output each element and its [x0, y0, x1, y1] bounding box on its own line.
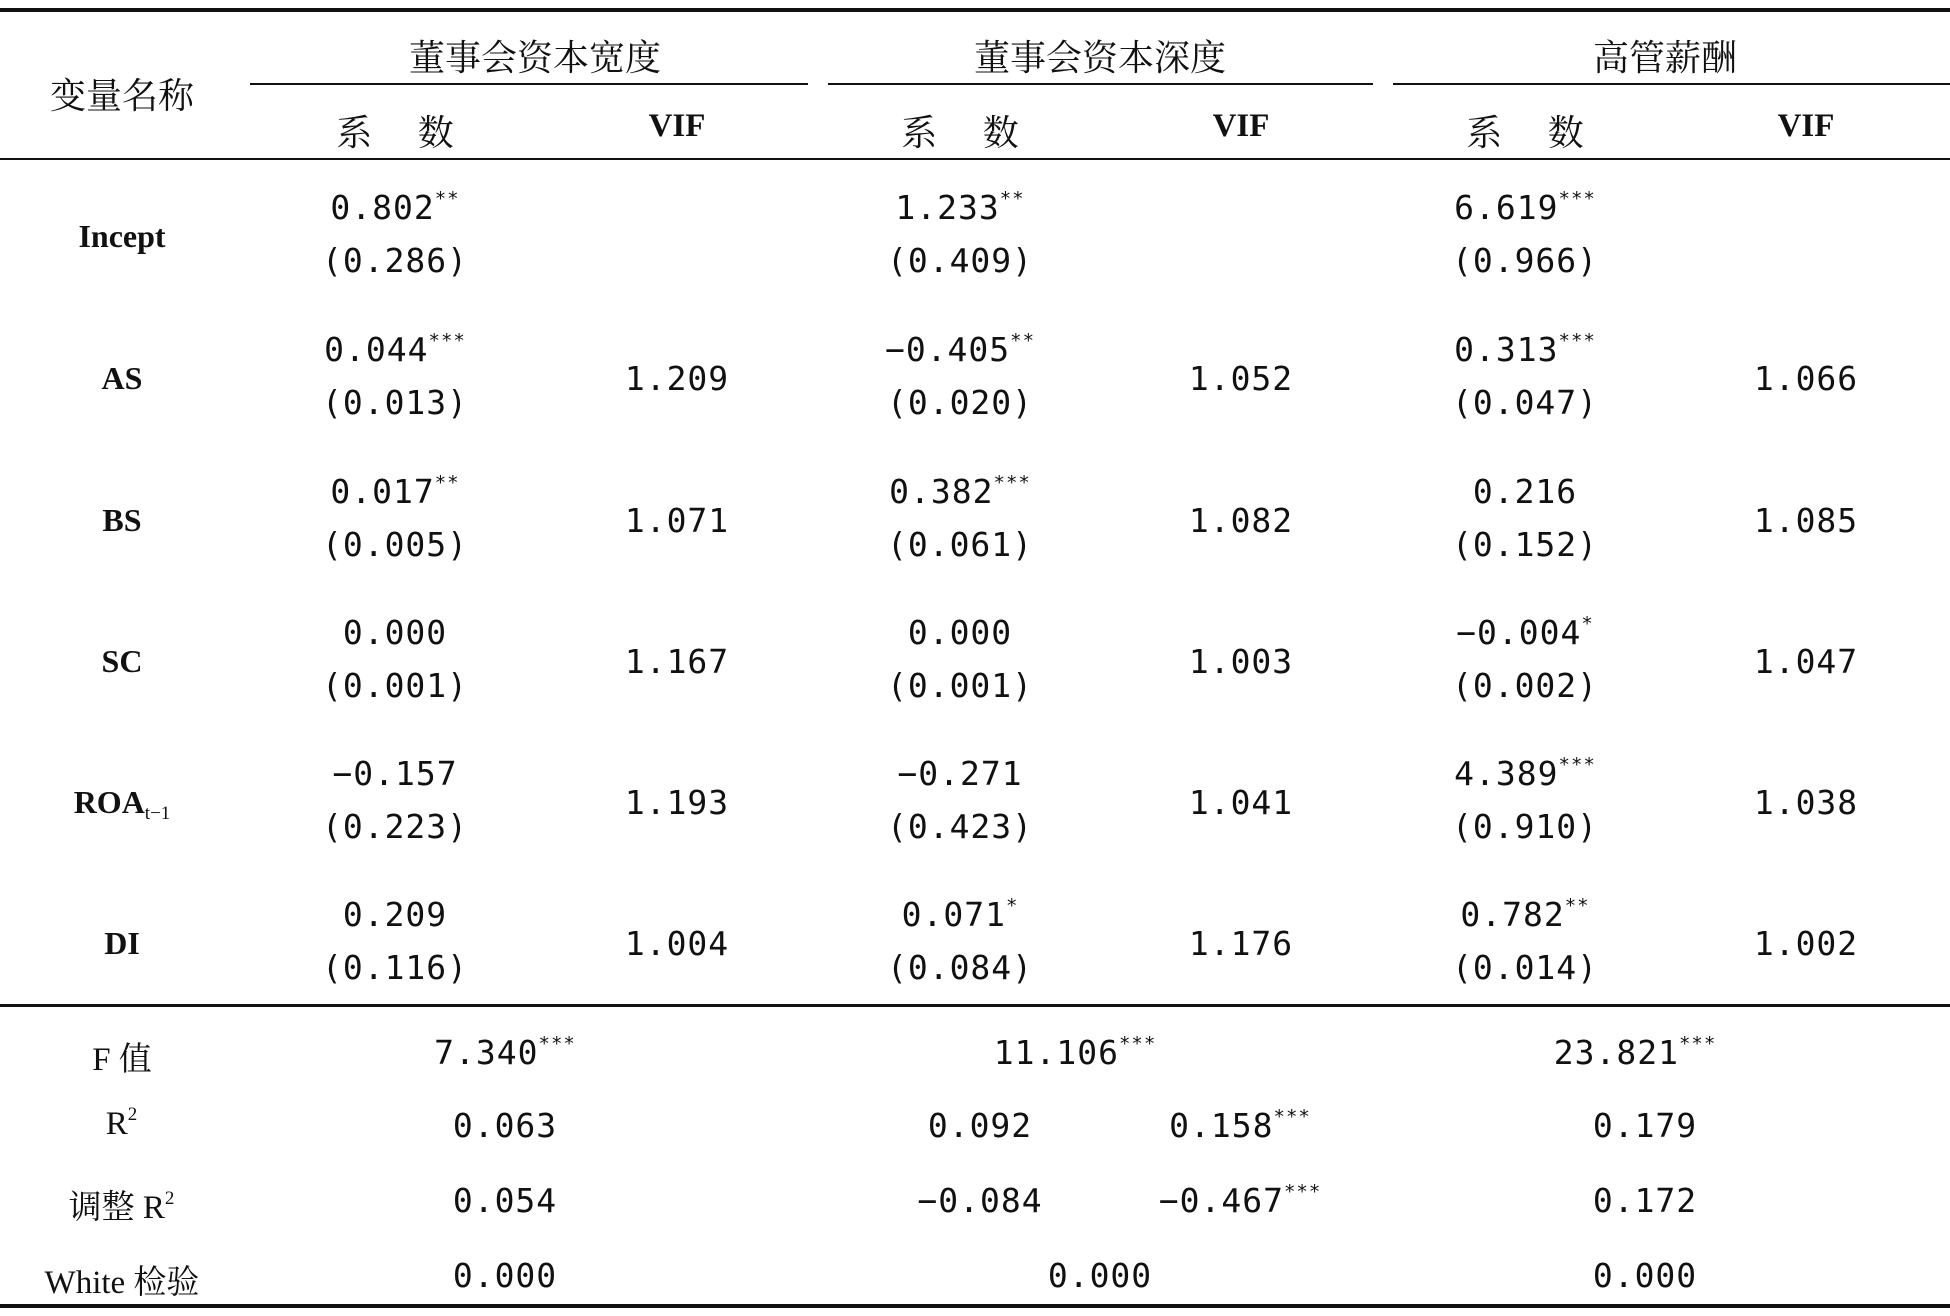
standard-error: (0.910): [1451, 807, 1599, 846]
coefficient: [1454, 754, 1596, 793]
vif-value: 1.002: [1753, 924, 1859, 963]
significance-stars: ***: [1273, 1106, 1311, 1128]
group-header-board-depth: 董事会资本深度: [973, 38, 1227, 79]
significance-stars: **: [1010, 330, 1036, 352]
coefficient: [1460, 895, 1589, 934]
coefficient: [1454, 188, 1596, 227]
group-underline-1: [250, 83, 808, 85]
variable-name: [102, 502, 141, 539]
value-text: 6.619: [1454, 188, 1559, 227]
vif-value: 1.041: [1188, 783, 1294, 822]
value-text: 0.063: [452, 1106, 558, 1145]
stat-value: [1159, 1181, 1322, 1220]
significance-stars: ***: [993, 472, 1031, 494]
variable-name: [102, 360, 143, 397]
coefficient: [330, 472, 459, 511]
group-underline-2: [828, 83, 1373, 85]
significance-stars: ***: [1118, 1033, 1157, 1055]
coefficient: [1456, 613, 1594, 652]
standard-error: (0.966): [1451, 241, 1599, 280]
vif-value: 1.052: [1188, 359, 1294, 398]
variable-name: [104, 925, 140, 962]
value-text: 4.389: [1454, 754, 1559, 793]
standard-error: (0.002): [1451, 666, 1599, 705]
stat-value: [453, 1181, 557, 1220]
group-header-board-breadth: 董事会资本宽度: [408, 38, 662, 79]
variable-label: AS: [101, 360, 143, 396]
coefficient: [332, 754, 457, 793]
coefficient: [330, 188, 459, 227]
coef-header: 系 数: [336, 113, 454, 154]
stat-value: [1554, 1033, 1717, 1072]
vif-value: 1.071: [624, 501, 730, 540]
stat-value: [453, 1256, 557, 1295]
variable-name: [73, 784, 171, 824]
coefficient: [1454, 330, 1596, 369]
body-rule: [0, 1004, 1950, 1007]
coefficient: [1473, 472, 1577, 511]
stat-value: [1593, 1181, 1697, 1220]
variable-name: [102, 643, 143, 680]
variable-label: ROA: [73, 784, 145, 820]
significance-stars: **: [1564, 895, 1590, 917]
value-text: 0.000: [342, 613, 448, 652]
standard-error: (0.005): [321, 525, 469, 564]
stat-label-superscript: 2: [127, 1104, 139, 1125]
standard-error: (0.061): [886, 525, 1034, 564]
variable-name-header: 变量名称: [49, 76, 195, 117]
value-text: 0.158: [1169, 1106, 1274, 1145]
stat-label: [69, 1181, 176, 1228]
vif-value: 1.167: [624, 642, 730, 681]
stat-value: [434, 1033, 576, 1072]
variable-label: DI: [104, 925, 140, 961]
vif-value: 1.176: [1188, 924, 1294, 963]
stat-label-text: F 值: [92, 1042, 152, 1078]
value-text: 1.233: [895, 188, 1000, 227]
vif-value: 1.066: [1753, 359, 1859, 398]
stat-label-text: R: [105, 1106, 128, 1142]
significance-stars: ***: [1558, 188, 1596, 210]
value-text: −0.004: [1456, 613, 1582, 652]
value-text: −0.157: [332, 754, 458, 793]
coefficient: [895, 188, 1024, 227]
stat-label: [92, 1033, 152, 1080]
standard-error: (0.014): [1451, 948, 1599, 987]
standard-error: (0.116): [321, 948, 469, 987]
coefficient: [908, 613, 1012, 652]
standard-error: (0.152): [1451, 525, 1599, 564]
value-text: 0.216: [1472, 472, 1578, 511]
coefficient: [897, 754, 1022, 793]
value-text: 0.313: [1454, 330, 1559, 369]
value-text: 0.071: [901, 895, 1006, 934]
stat-label-text: White 检验: [44, 1265, 200, 1301]
stat-value: [1048, 1256, 1152, 1295]
value-text: 0.000: [452, 1256, 558, 1295]
value-text: 0.209: [342, 895, 448, 934]
stat-label-superscript: 2: [164, 1188, 176, 1209]
stat-value: [928, 1106, 1032, 1145]
value-text: 0.382: [889, 472, 994, 511]
value-text: 0.000: [1592, 1256, 1698, 1295]
value-text: 0.179: [1592, 1106, 1698, 1145]
significance-stars: *: [1005, 895, 1019, 917]
significance-stars: ***: [1678, 1033, 1717, 1055]
standard-error: (0.286): [321, 241, 469, 280]
value-text: −0.405: [884, 330, 1011, 369]
vif-value: 1.193: [624, 783, 730, 822]
variable-label: Incept: [78, 218, 166, 254]
vif-value: 1.004: [624, 924, 730, 963]
value-text: 0.000: [907, 613, 1013, 652]
vif-value: 1.047: [1753, 642, 1859, 681]
group-underline-3: [1393, 83, 1950, 85]
vif-value: 1.003: [1188, 642, 1294, 681]
stat-label-text: 调整 R: [68, 1190, 165, 1226]
value-text: 11.106: [993, 1033, 1119, 1072]
standard-error: (0.001): [886, 666, 1034, 705]
significance-stars: *: [1581, 613, 1594, 635]
significance-stars: **: [434, 472, 460, 494]
stat-value: [1593, 1256, 1697, 1295]
stat-value: [917, 1181, 1042, 1220]
value-text: 0.802: [330, 188, 435, 227]
value-text: 0.000: [1047, 1256, 1153, 1295]
variable-label: BS: [102, 502, 142, 538]
stat-label: [106, 1106, 139, 1143]
significance-stars: ***: [538, 1033, 576, 1055]
variable-subscript: t−1: [144, 803, 171, 824]
variable-label: SC: [101, 643, 143, 679]
significance-stars: ***: [1558, 330, 1596, 352]
vif-value: 1.038: [1753, 783, 1859, 822]
vif-value: 1.209: [624, 359, 730, 398]
standard-error: (0.423): [886, 807, 1034, 846]
standard-error: (0.223): [321, 807, 469, 846]
standard-error: (0.013): [321, 383, 469, 422]
coefficient: [902, 895, 1019, 934]
vif-value: 1.085: [1753, 501, 1859, 540]
bottom-rule: [0, 1304, 1950, 1308]
stat-value: [994, 1033, 1157, 1072]
stat-value: [1593, 1106, 1697, 1145]
value-text: 0.092: [927, 1106, 1033, 1145]
coefficient: [343, 895, 447, 934]
stat-label: [45, 1256, 200, 1303]
variable-name: [78, 218, 165, 255]
value-text: −0.271: [897, 754, 1023, 793]
value-text: 0.044: [324, 330, 429, 369]
vif-header: VIF: [648, 108, 706, 144]
significance-stars: **: [999, 188, 1025, 210]
coef-header: 系 数: [1466, 113, 1584, 154]
value-text: 23.821: [1553, 1033, 1679, 1072]
coefficient: [324, 330, 466, 369]
value-text: −0.467: [1158, 1181, 1284, 1220]
value-text: 0.782: [1460, 895, 1565, 934]
vif-header: VIF: [1777, 108, 1835, 144]
value-text: 0.017: [330, 472, 435, 511]
significance-stars: ***: [428, 330, 466, 352]
standard-error: (0.020): [886, 383, 1034, 422]
standard-error: (0.084): [886, 948, 1034, 987]
standard-error: (0.409): [886, 241, 1034, 280]
stat-value: [453, 1106, 557, 1145]
value-text: 7.340: [434, 1033, 539, 1072]
coefficient: [343, 613, 447, 652]
group-header-exec-pay: 高管薪酬: [1592, 38, 1738, 79]
standard-error: (0.001): [321, 666, 469, 705]
standard-error: (0.047): [1451, 383, 1599, 422]
vif-header: VIF: [1212, 108, 1270, 144]
top-rule: [0, 8, 1950, 12]
value-text: 0.054: [452, 1181, 558, 1220]
significance-stars: ***: [1283, 1181, 1322, 1203]
coefficient: [889, 472, 1031, 511]
header-rule: [0, 158, 1950, 160]
stat-value: [1169, 1106, 1311, 1145]
value-text: −0.084: [917, 1181, 1043, 1220]
value-text: 0.172: [1592, 1181, 1698, 1220]
coefficient: [885, 330, 1035, 369]
significance-stars: ***: [1558, 754, 1596, 776]
coef-header: 系 数: [901, 113, 1019, 154]
significance-stars: **: [434, 188, 460, 210]
vif-value: 1.082: [1188, 501, 1294, 540]
